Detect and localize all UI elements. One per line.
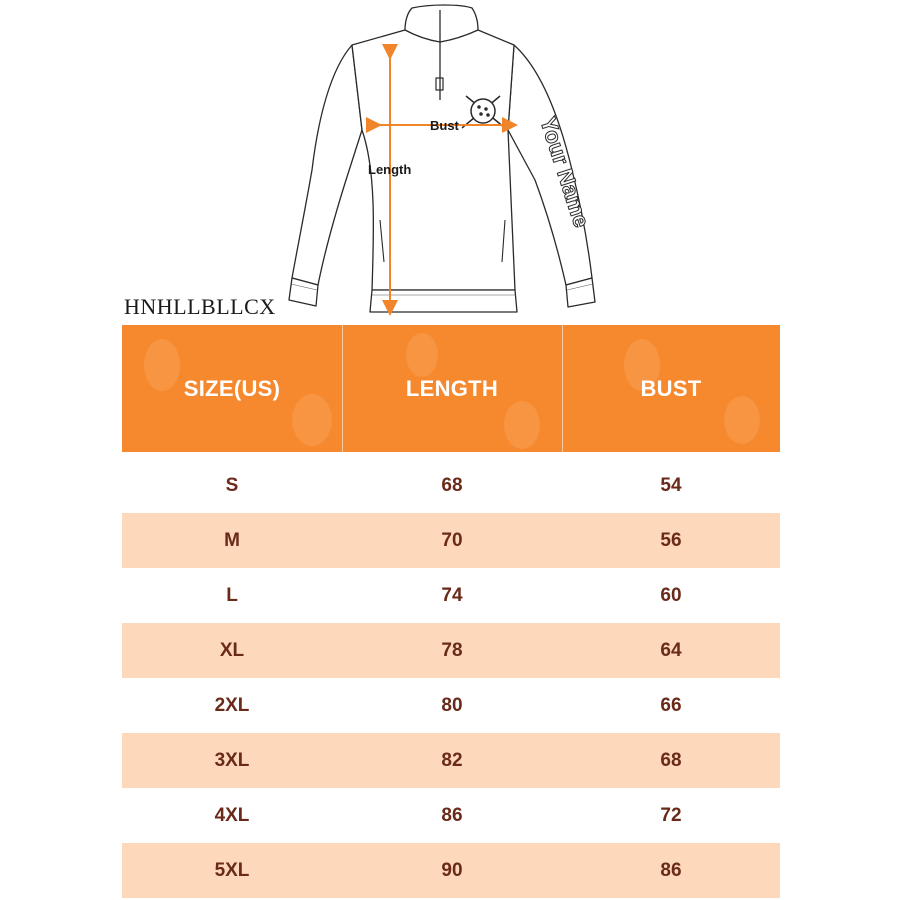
sleeve-text: Your Name (535, 113, 595, 231)
size-cell: S (225, 474, 239, 496)
bust-cell: 56 (660, 529, 682, 551)
table-header (122, 325, 780, 452)
length-cell: 90 (441, 859, 463, 881)
size-cell: 5XL (214, 859, 250, 881)
length-cell: 78 (441, 639, 463, 661)
table-row (122, 788, 780, 843)
size-cell: L (226, 584, 238, 606)
size-cell: 4XL (214, 804, 250, 826)
product-code: HNHLLBLLCX (124, 294, 276, 319)
length-cell: 86 (441, 804, 463, 826)
table-row (122, 513, 780, 568)
length-cell: 68 (441, 474, 463, 496)
header-bust: BUST (640, 375, 702, 401)
bust-cell: 60 (660, 584, 682, 606)
bust-cell: 86 (660, 859, 682, 881)
length-cell: 74 (441, 584, 463, 606)
length-label: Length (368, 162, 412, 177)
header-size: SIZE(US) (183, 375, 281, 401)
body (352, 30, 515, 290)
length-cell: 82 (441, 749, 463, 771)
size-chart-table (122, 325, 780, 900)
table-row (122, 623, 780, 678)
bust-cell: 72 (660, 804, 682, 826)
waistband (370, 290, 517, 312)
size-cell: 2XL (214, 694, 250, 716)
size-cell: 3XL (214, 749, 250, 771)
size-cell: XL (219, 639, 245, 661)
pullover-illustration (0, 0, 900, 325)
length-cell: 80 (441, 694, 463, 716)
left-sleeve (292, 45, 362, 285)
bust-cell: 54 (660, 474, 682, 496)
table-row (122, 568, 780, 623)
header-length: LENGTH (405, 375, 499, 401)
bust-cell: 64 (660, 639, 682, 661)
length-cell: 70 (441, 529, 463, 551)
bust-label: Bust (430, 118, 459, 133)
table-row (122, 843, 780, 898)
table-row (122, 733, 780, 788)
table-row (122, 458, 780, 513)
size-cell: M (224, 529, 240, 551)
bust-cell: 68 (660, 749, 682, 771)
table-row (122, 678, 780, 733)
bust-cell: 66 (660, 694, 682, 716)
